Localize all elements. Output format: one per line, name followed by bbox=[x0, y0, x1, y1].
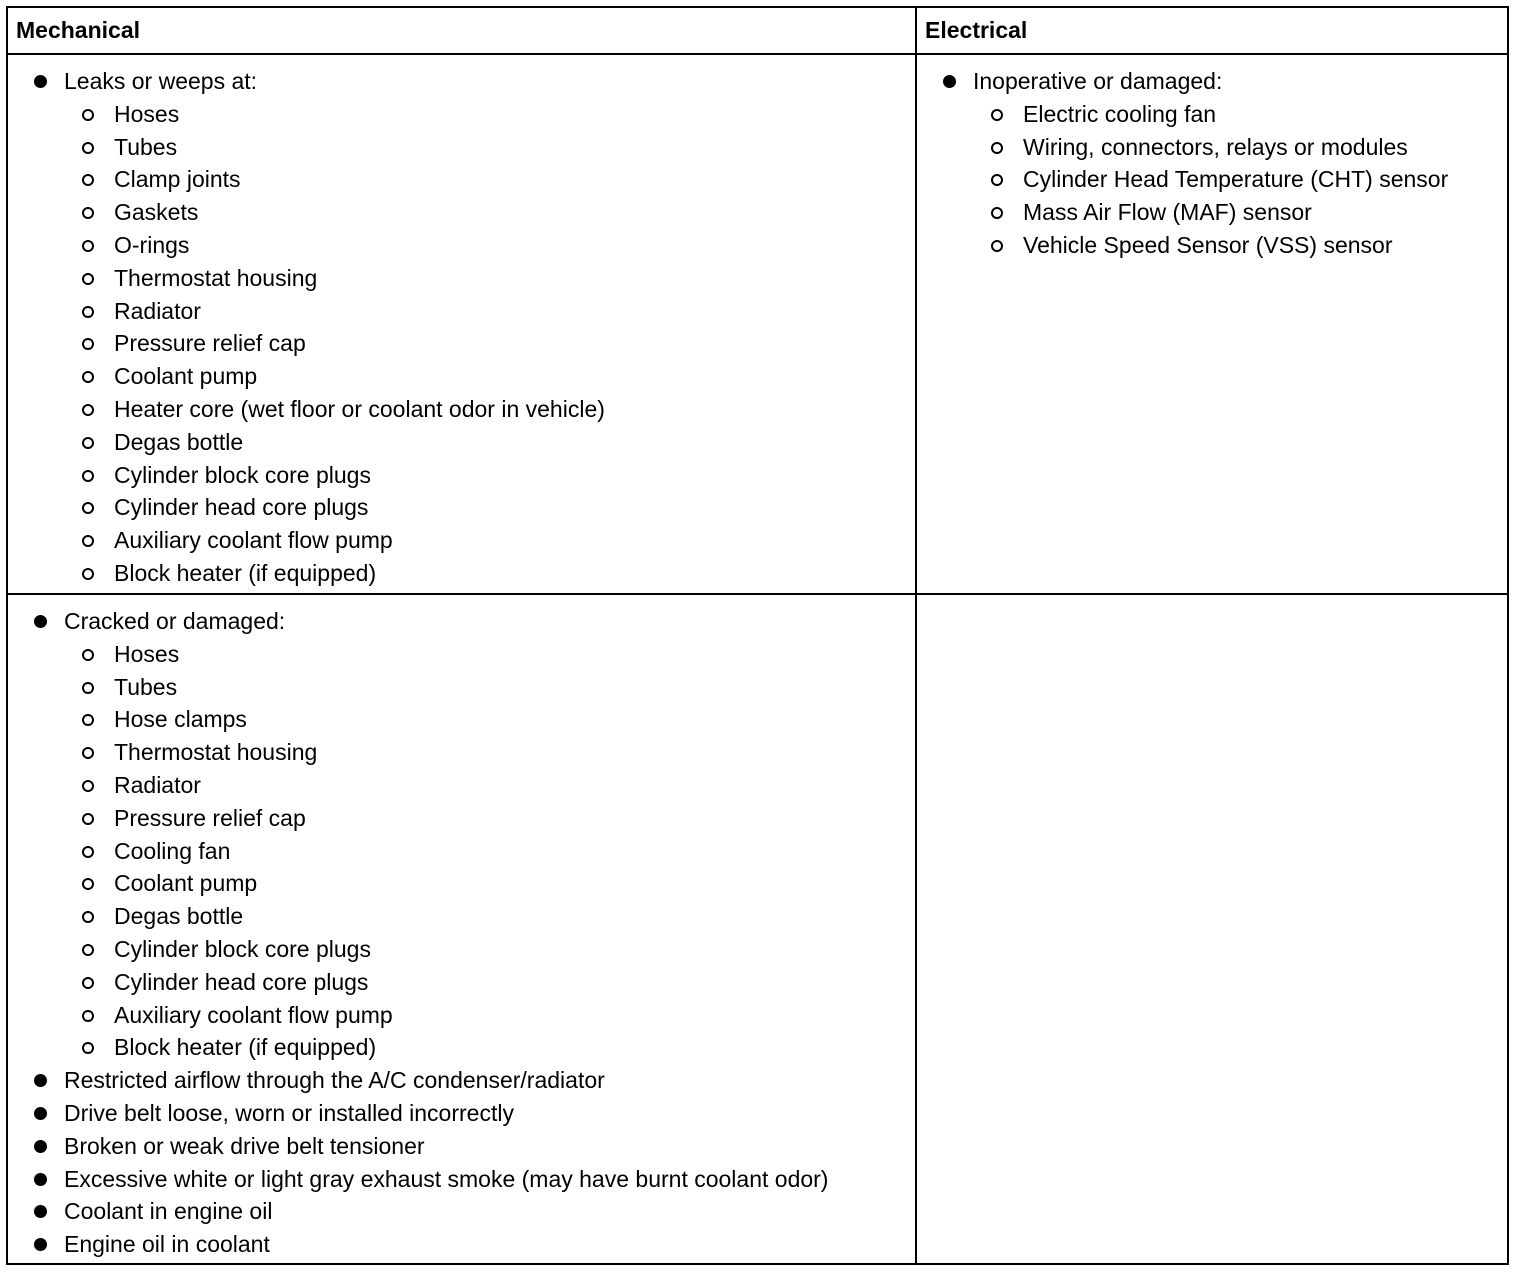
list-item: Cooling fan bbox=[64, 835, 915, 868]
list-item: Cylinder block core plugs bbox=[64, 459, 915, 492]
list-item: Hoses bbox=[64, 98, 915, 131]
sub-list bbox=[64, 98, 915, 590]
list-item: Hose clamps bbox=[64, 703, 915, 736]
list-item: Cylinder Head Temperature (CHT) sensor bbox=[973, 163, 1507, 196]
leaks-label: Leaks or weeps at: bbox=[64, 68, 258, 94]
list-item: Pressure relief cap bbox=[64, 327, 915, 360]
list-item bbox=[8, 65, 915, 590]
list-item: Engine oil in coolant bbox=[8, 1228, 915, 1261]
list-item: Hoses bbox=[64, 638, 915, 671]
list-item: Auxiliary coolant flow pump bbox=[64, 524, 915, 557]
inoperative-label: Inoperative or damaged: bbox=[973, 68, 1223, 94]
list-item bbox=[917, 65, 1507, 262]
list-item: Coolant pump bbox=[64, 867, 915, 900]
mechanical-cell-cracked bbox=[7, 594, 916, 1264]
list-item: Tubes bbox=[64, 671, 915, 704]
list-item: Degas bottle bbox=[64, 900, 915, 933]
header-electrical: Electrical bbox=[916, 7, 1508, 54]
header-row bbox=[7, 7, 1508, 54]
list-item: Block heater (if equipped) bbox=[64, 557, 915, 590]
list-item: Vehicle Speed Sensor (VSS) sensor bbox=[973, 229, 1507, 262]
sub-list bbox=[64, 638, 915, 1064]
list-item: Excessive white or light gray exhaust smoke (may have burnt coolant odor) bbox=[8, 1163, 915, 1196]
list-item: Wiring, connectors, relays or modules bbox=[973, 131, 1507, 164]
list-item: Radiator bbox=[64, 769, 915, 802]
list-item bbox=[8, 605, 915, 1064]
bullet-list bbox=[8, 605, 915, 1261]
list-item: Heater core (wet floor or coolant odor in vehicle) bbox=[64, 393, 915, 426]
list-item: Cylinder head core plugs bbox=[64, 491, 915, 524]
table-row bbox=[7, 54, 1508, 594]
list-item: Degas bottle bbox=[64, 426, 915, 459]
electrical-cell-empty bbox=[916, 594, 1508, 1264]
cracked-label: Cracked or damaged: bbox=[64, 608, 286, 634]
list-item: Mass Air Flow (MAF) sensor bbox=[973, 196, 1507, 229]
list-item: Auxiliary coolant flow pump bbox=[64, 999, 915, 1032]
header-mechanical: Mechanical bbox=[7, 7, 916, 54]
mechanical-cell-leaks bbox=[7, 54, 916, 594]
bullet-list bbox=[8, 65, 915, 590]
electrical-cell-inoperative bbox=[916, 54, 1508, 594]
list-item: Clamp joints bbox=[64, 163, 915, 196]
list-item: Coolant pump bbox=[64, 360, 915, 393]
list-item: Thermostat housing bbox=[64, 736, 915, 769]
list-item: O-rings bbox=[64, 229, 915, 262]
list-item: Broken or weak drive belt tensioner bbox=[8, 1130, 915, 1163]
list-item: Radiator bbox=[64, 295, 915, 328]
sub-list bbox=[973, 98, 1507, 262]
symptom-table bbox=[6, 6, 1509, 1265]
list-item: Block heater (if equipped) bbox=[64, 1031, 915, 1064]
list-item: Restricted airflow through the A/C condenser/radiator bbox=[8, 1064, 915, 1097]
list-item: Gaskets bbox=[64, 196, 915, 229]
list-item: Cylinder block core plugs bbox=[64, 933, 915, 966]
table-row bbox=[7, 594, 1508, 1264]
list-item: Coolant in engine oil bbox=[8, 1195, 915, 1228]
list-item: Thermostat housing bbox=[64, 262, 915, 295]
list-item: Tubes bbox=[64, 131, 915, 164]
bullet-list bbox=[917, 65, 1507, 262]
list-item: Electric cooling fan bbox=[973, 98, 1507, 131]
list-item: Drive belt loose, worn or installed incorrectly bbox=[8, 1097, 915, 1130]
list-item: Pressure relief cap bbox=[64, 802, 915, 835]
list-item: Cylinder head core plugs bbox=[64, 966, 915, 999]
